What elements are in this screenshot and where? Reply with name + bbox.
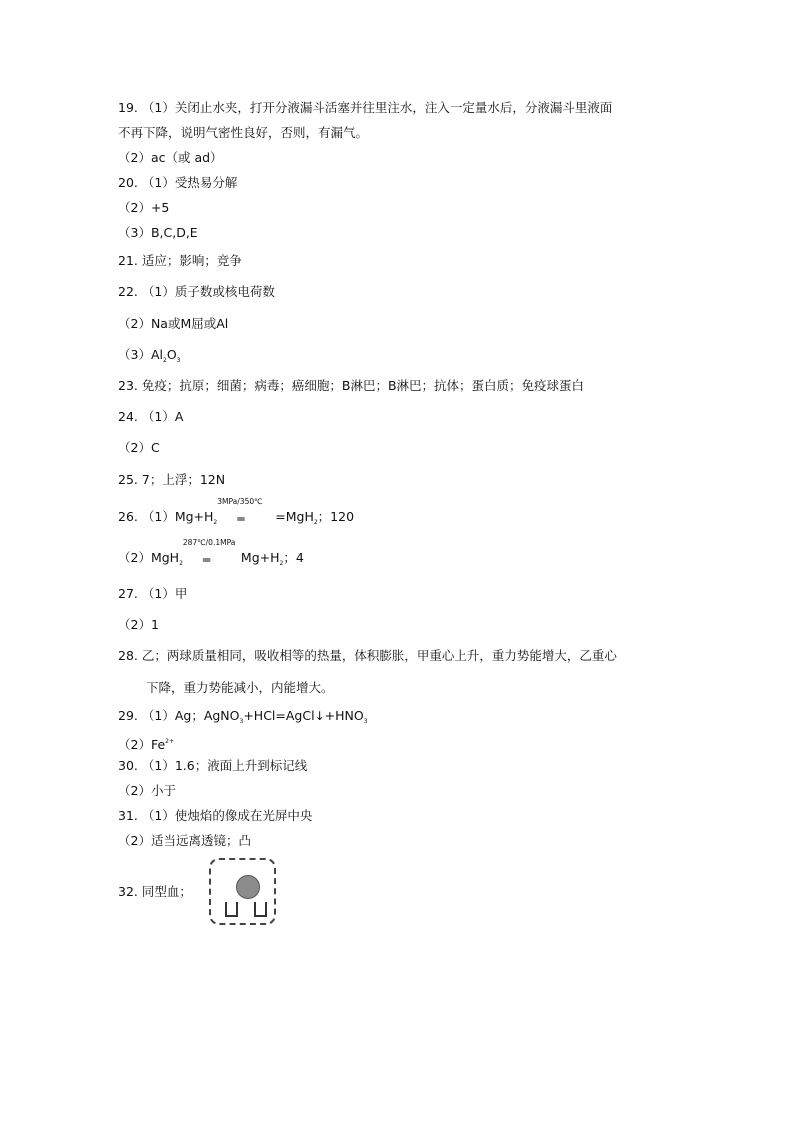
q28-text-line1: 乙；两球质量相同，吸收相等的热量，体积膨胀，甲重心上升，重力势能增大，乙重心 — [141, 648, 617, 663]
antibody-left-icon — [225, 902, 238, 917]
q26-line1 — [118, 497, 355, 531]
q27-number: 27. — [118, 586, 138, 601]
q25-line — [118, 472, 225, 488]
q26-number: 26. — [118, 509, 138, 524]
q21-number: 21. — [118, 253, 138, 268]
q22-formula-o: O — [166, 347, 177, 362]
q29-number: 29. — [118, 708, 138, 723]
q26-part2-condition: 287℃/0.1MPa — [182, 538, 236, 547]
q24-part1: （1）A — [141, 409, 184, 424]
q26-part1-equation-sign — [217, 497, 275, 526]
q21-text: 适应；影响；竞争 — [141, 253, 242, 268]
q26-line2 — [118, 538, 304, 572]
q24-part2: （2）C — [118, 440, 160, 455]
q23-line — [118, 378, 584, 394]
q22-formula-sub2: 2 — [162, 357, 167, 364]
q26-part1-product: =MgH — [275, 509, 314, 524]
q25-text: 7；上浮；12N — [141, 472, 226, 487]
q22-part2: （2）Na或M屈或Al — [118, 316, 229, 331]
q23-number: 23. — [118, 378, 138, 393]
blood-cell-diagram — [209, 858, 276, 925]
q26-part2-equation-sign — [182, 538, 241, 567]
q30-line1 — [118, 758, 307, 774]
q19-part1-line2: 不再下降，说明气密性良好，否则，有漏气。 — [118, 125, 369, 140]
q25-number: 25. — [118, 472, 138, 487]
q28-text-line2: 下降，重力势能减小，内能增大。 — [146, 680, 334, 695]
q22-line1 — [118, 284, 275, 300]
q20-line1 — [118, 175, 237, 191]
q22-formula-sub3: 3 — [176, 357, 181, 364]
q29-part1-prefix: （1）Ag；AgNO — [141, 708, 240, 723]
q19-part1-line1: （1）关闭止水夹，打开分液漏斗活塞并往里注水，注入一定量水后，分液漏斗里液面 — [141, 100, 613, 115]
q26-part1-reactants: （1）Mg+H — [141, 509, 214, 524]
q27-part1: （1）甲 — [141, 586, 188, 601]
q28-number: 28. — [118, 648, 138, 663]
q31-number: 31. — [118, 808, 138, 823]
q20-number: 20. — [118, 175, 138, 190]
q29-part2-prefix: （2）Fe — [118, 737, 166, 752]
q32-line — [118, 884, 192, 900]
q29-part1-tail: +HNO — [324, 708, 364, 723]
q26-part2-product-sub: 2 — [279, 560, 284, 567]
q29-part1-sub: 3 — [239, 718, 244, 725]
q26-part2-eq: ═ — [202, 553, 211, 567]
q21-line — [118, 253, 242, 269]
q27-line1 — [118, 586, 187, 602]
q22-formula-al: Al — [150, 347, 163, 362]
q26-part2-product: Mg+H — [240, 550, 280, 565]
q22-part3 — [118, 347, 180, 369]
q23-text: 免疫；抗原；细菌；病毒；癌细胞；B淋巴；B淋巴；抗体；蛋白质；免疫球蛋白 — [141, 378, 585, 393]
q32-number: 32. — [118, 884, 138, 899]
q26-part1-condition: 3MPa/350℃ — [217, 497, 263, 506]
q19-line1 — [118, 100, 612, 116]
q29-part1-mid: +HCl=AgCl — [243, 708, 315, 723]
q24-number: 24. — [118, 409, 138, 424]
q22-part3-prefix: （3） — [118, 347, 151, 362]
q26-part1-eq: ═ — [237, 512, 245, 526]
q29-line2 — [118, 734, 174, 753]
q29-line1 — [118, 708, 368, 730]
q20-part1: （1）受热易分解 — [141, 175, 238, 190]
q27-part2: （2）1 — [118, 617, 159, 632]
antibody-right-icon — [254, 902, 267, 917]
q24-line1 — [118, 409, 183, 425]
q30-part1: （1）1.6；液面上升到标记线 — [141, 758, 308, 773]
q26-part2-sub: 2 — [179, 560, 183, 567]
precipitate-arrow-icon: ↓ — [314, 709, 325, 723]
q22-number: 22. — [118, 284, 138, 299]
q20-part2: （2）+5 — [118, 200, 170, 215]
q20-part3: （3）B,C,D,E — [118, 225, 198, 240]
q29-part2-charge: 2+ — [165, 738, 175, 745]
q26-part2-reactant: （2）MgH — [118, 550, 180, 565]
q31-line1 — [118, 808, 312, 824]
q19-number: 19. — [118, 100, 138, 115]
q26-part1-tail: ；120 — [317, 509, 355, 524]
q26-part2-tail: ；4 — [283, 550, 304, 565]
q30-number: 30. — [118, 758, 138, 773]
q31-part1: （1）使烛焰的像成在光屏中央 — [141, 808, 313, 823]
q26-part1-product-sub: 2 — [313, 519, 318, 526]
q31-part2: （2）适当远离透镜；凸 — [118, 833, 251, 848]
q28-line1 — [118, 648, 617, 664]
red-blood-cell-icon — [236, 875, 260, 899]
q22-part1: （1）质子数或核电荷数 — [141, 284, 275, 299]
q29-part1-tail-sub: 3 — [363, 718, 368, 725]
q30-part2: （2）小于 — [118, 783, 176, 798]
q26-part1-sub: 2 — [213, 519, 218, 526]
q19-part2: （2）ac（或 ad） — [118, 150, 223, 165]
q32-text: 同型血； — [141, 884, 192, 899]
